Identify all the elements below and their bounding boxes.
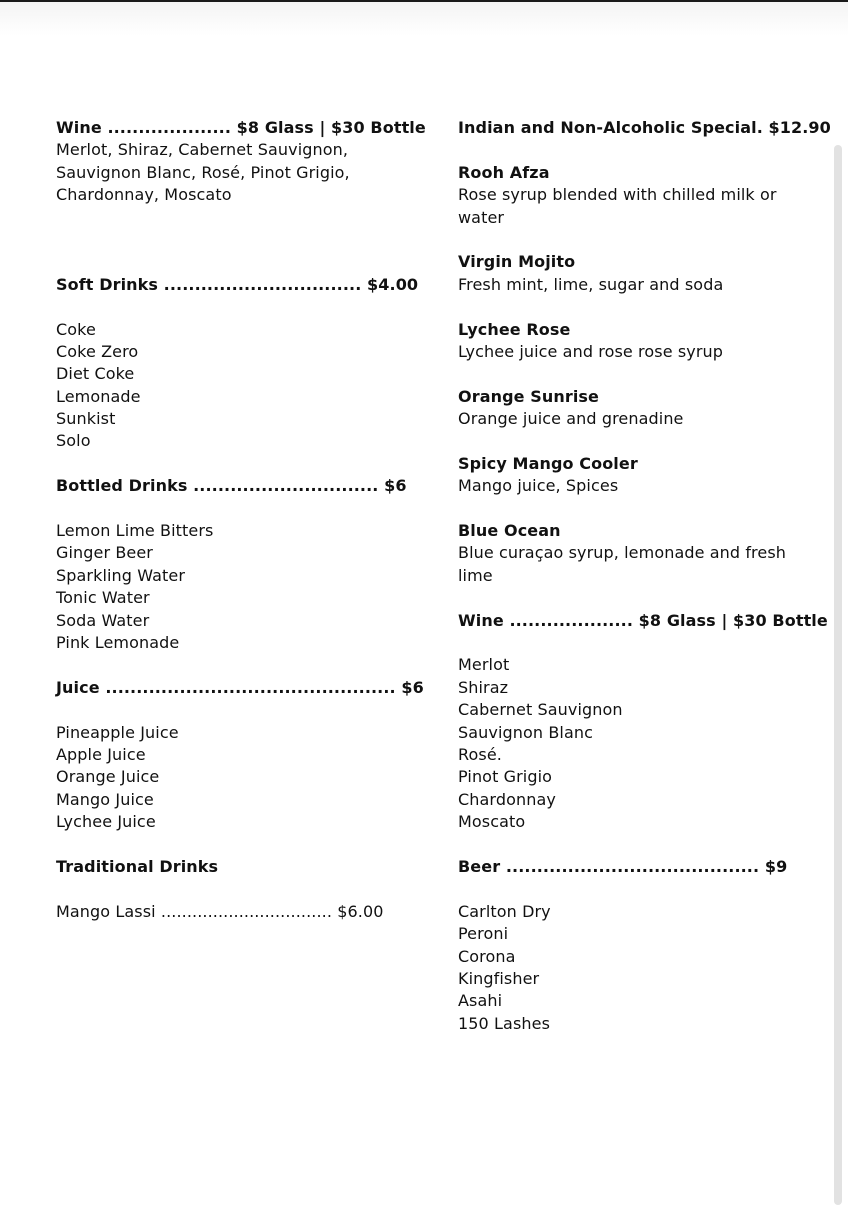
juice-item: Lychee Juice [56, 812, 156, 832]
wine-item: Cabernet Sauvignon [458, 700, 623, 720]
juice-item: Mango Juice [56, 789, 154, 809]
wine-item: Sauvignon Blanc [458, 722, 593, 742]
special-item-desc: Rose syrup blended with chilled milk or water [458, 185, 777, 227]
soft-drinks-header: Soft Drinks ................................ $4.00 [56, 274, 419, 294]
special-item-desc: Fresh mint, lime, sugar and soda [458, 274, 724, 294]
bottled-drink-item: Ginger Beer [56, 543, 153, 563]
juice-item: Pineapple Juice [56, 722, 179, 742]
bottled-drink-item: Soda Water [56, 610, 150, 630]
bottled-drink-item: Sparkling Water [56, 565, 186, 585]
special-item-name: Rooh Afza [458, 162, 550, 182]
soft-drink-item: Sunkist [56, 409, 116, 429]
menu-right-column [458, 117, 831, 1035]
special-item-name: Spicy Mango Cooler [458, 453, 638, 473]
wine-item: Rosé. [458, 745, 502, 764]
beer-header: Beer ......................................... $9 [458, 856, 788, 876]
beer-item: 150 Lashes [458, 1013, 550, 1033]
special-item-desc: Blue curaçao syrup, lemonade and fresh lime [458, 543, 787, 585]
wine-header: Wine .................... $8 Glass | $30 Bottle [458, 610, 828, 630]
wine-item: Merlot [458, 655, 510, 675]
wine-header: Wine .................... $8 Glass | $30 Bottle [56, 118, 426, 137]
soft-drink-item: Diet Coke [56, 364, 135, 384]
wine-item: Pinot Grigio [458, 767, 553, 787]
soft-drink-item: Lemonade [56, 386, 141, 406]
wine-item: Shiraz [458, 677, 509, 697]
soft-drink-item: Coke [56, 319, 96, 339]
special-item-desc: Orange juice and grenadine [458, 409, 684, 429]
beer-item: Corona [458, 946, 516, 966]
wine-desc-line: Sauvignon Blanc, Rosé, Pinot Grigio, [56, 162, 350, 182]
beer-item: Peroni [458, 924, 509, 944]
wine-item: Moscato [458, 812, 526, 832]
bottled-drink-item: Tonic Water [56, 588, 150, 608]
special-item-name: Orange Sunrise [458, 386, 600, 406]
wine-desc-line: Chardonnay, Moscato [56, 185, 232, 205]
bottled-drink-item: Pink Lemonade [56, 632, 180, 652]
special-item-desc: Mango juice, Spices [458, 476, 619, 496]
special-item-name: Lychee Rose [458, 319, 571, 339]
special-header: Indian and Non-Alcoholic Special. $12.90 [458, 118, 831, 137]
beer-item: Carlton Dry [458, 901, 551, 921]
special-item-name: Blue Ocean [458, 521, 561, 541]
beer-item: Asahi [458, 991, 503, 1011]
traditional-drink-item: Mango Lassi ................................. $6.00 [56, 901, 384, 921]
special-item-name: Virgin Mojito [458, 252, 576, 272]
bottled-drinks-header: Bottled Drinks .............................. $6 [56, 476, 407, 496]
soft-drink-item: Coke Zero [56, 341, 139, 361]
top-shade [0, 2, 848, 36]
juice-header: Juice ............................................... $6 [56, 677, 424, 697]
scrollbar[interactable] [834, 145, 842, 1205]
beer-item: Kingfisher [458, 968, 540, 988]
juice-item: Apple Juice [56, 744, 146, 764]
bottled-drink-item: Lemon Lime Bitters [56, 521, 214, 541]
special-item-desc: Lychee juice and rose rose syrup [458, 341, 724, 361]
traditional-drinks-header: Traditional Drinks [56, 856, 219, 876]
soft-drink-item: Solo [56, 431, 91, 451]
juice-item: Orange Juice [56, 767, 160, 787]
wine-desc-line: Merlot, Shiraz, Cabernet Sauvignon, [56, 140, 349, 160]
wine-item: Chardonnay [458, 789, 556, 809]
menu-left-column [56, 117, 426, 923]
